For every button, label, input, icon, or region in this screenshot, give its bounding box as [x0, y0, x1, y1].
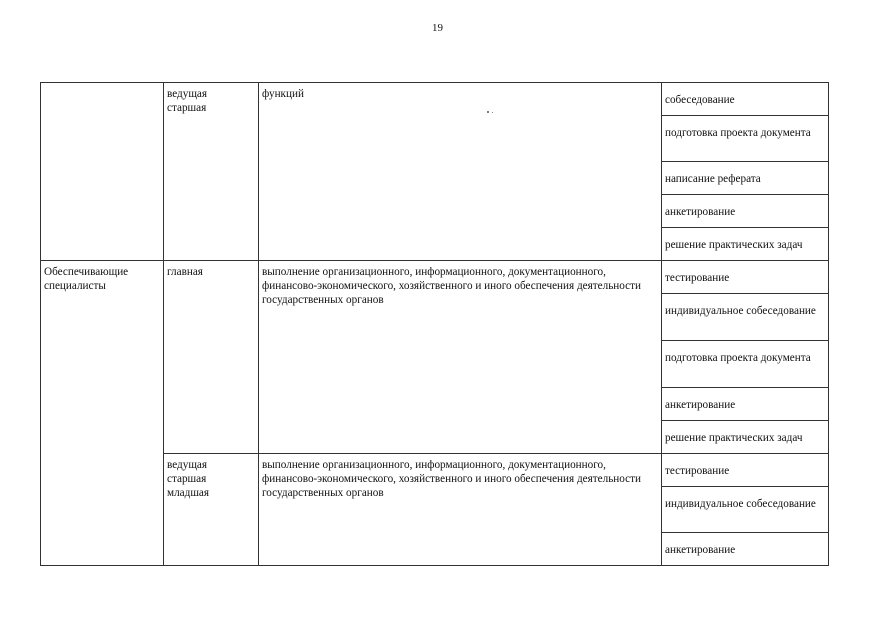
- method-cell: решение практических задач: [662, 421, 829, 454]
- functions-cell: выполнение организационного, информационного, документационного, финансово-экономического, хозяйственного и иного обеспечения деятельности государственных органов: [259, 261, 662, 454]
- category-cell: [41, 83, 164, 261]
- levels-cell: главная: [164, 261, 259, 454]
- method-cell: написание реферата: [662, 162, 829, 195]
- method-cell: тестирование: [662, 261, 829, 294]
- method-cell: анкетирование: [662, 533, 829, 566]
- category-cell: Обеспечивающие специалисты: [41, 261, 164, 566]
- method-cell: анкетирование: [662, 195, 829, 228]
- method-cell: индивидуальное собеседование: [662, 294, 829, 341]
- table-row: [41, 83, 829, 116]
- method-cell: решение практических задач: [662, 228, 829, 261]
- method-cell: собеседование: [662, 83, 829, 116]
- levels-cell: ведущая старшая младшая: [164, 454, 259, 566]
- method-cell: индивидуальное собеседование: [662, 487, 829, 533]
- functions-cell: выполнение организационного, информационного, документационного, финансово-экономического, хозяйственного и иного обеспечения деятельности государственных органов: [259, 454, 662, 566]
- scan-speck: [487, 111, 489, 113]
- functions-cell: функций: [259, 83, 662, 261]
- table-row: [41, 261, 829, 294]
- page-number: 19: [432, 22, 443, 34]
- levels-cell: ведущая старшая: [164, 83, 259, 261]
- qualification-table: [40, 82, 829, 566]
- method-cell: тестирование: [662, 454, 829, 487]
- method-cell: подготовка проекта документа: [662, 116, 829, 162]
- scan-speck: [492, 112, 493, 113]
- method-cell: подготовка проекта документа: [662, 341, 829, 388]
- method-cell: анкетирование: [662, 388, 829, 421]
